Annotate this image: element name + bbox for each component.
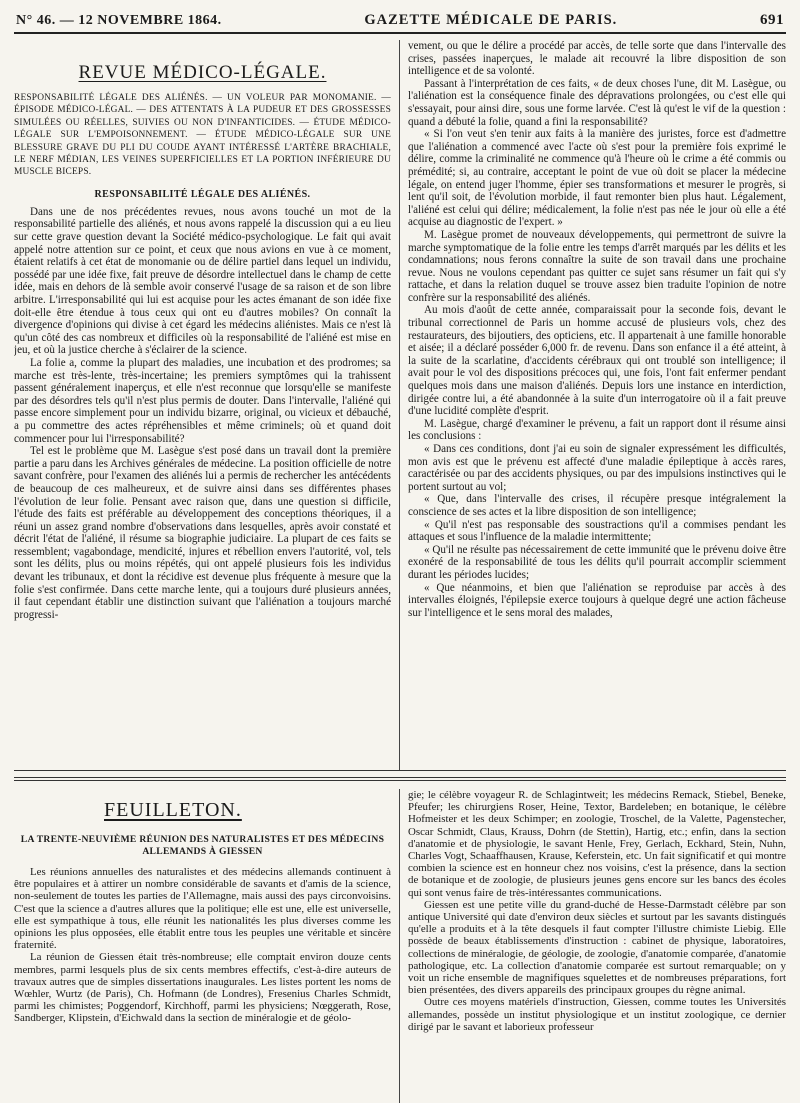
paragraph: M. Lasègue promet de nouveaux développements, qui permettront de suivre la marche symptomatique de la folie entre les temps d'arrêt marqués par les délits et les condamnations; nous ferons connaître la suite de son travail dans une prochaine revue. Nous ne voulons cependant pas quitter ce sujet sans résumer un fait qui s'y rattache, et dans la relation duquel se trouve assez bien traduite l'opinion de notre confrère sur la responsabilité des aliénés. — [408, 228, 786, 304]
paragraph: Dans une de nos précédentes revues, nous avons touché un mot de la responsabilité partielle des aliénés, et nous avons rappelé la discussion qui a eu lieu sur cette grave question devant la Société médico-psychologique. Le fait qui avait appelé notre attention sur ce point, et ceux que nous avions en vue à ce moment, étaient relatifs à cet état de monomanie ou de délire partiel dans lequel un individu, possédé par une idée fixe, fait preuve de désordre intellectuel dans le champ de cette idée, mais en dehors de là semble avoir conservé l'usage de sa raison et de son libre arbitre. L'irresponsabilité qui lui est acquise pour les actes émanant de son idée fixe doit-elle être étendue à tous ceux qui ont eu d'autres mobiles? On connaît la divergence d'opinions qui divise à cet égard les médecins aliénistes. Mais ce n'est là qu'un côté des cas nombreux et difficiles où la responsabilité de l'aliéné est mise en jeu, et où la justice cherche à s'éclairer de la science. — [14, 205, 391, 357]
journal-title: GAZETTE MÉDICALE DE PARIS. — [364, 12, 618, 28]
revue-title: REVUE MÉDICO-LÉGALE. — [78, 62, 327, 83]
paragraph: La réunion de Giessen était très-nombreuse; elle comptait environ douze cents membres, parmi lesquels plus de six cents membres effectifs, c'est-à-dire auteurs de travaux autres que de simples dissertations inaugurales. Les listes portent les noms de Wœhler, Wurtz (de Paris), Ch. Hofmann (de Londres), Fresenius Charles Schmidt, parmi les chimistes; Poggendorf, Kirchhoff, parmi les physiciens; Nœggerath, Rose, Sandberger, Klipstein, d'Eichwald dans la section de minéralogie et de géolo- — [14, 951, 391, 1025]
revue-right-text — [408, 40, 786, 619]
revue-summary: RESPONSABILITÉ LÉGALE DES ALIÉNÉS. — UN VOLEUR PAR MONOMANIE. — ÉPISODE MÉDICO-LÉGAL. — DES ATTENTATS À LA PUDEUR ET DES GROSSESSES SIMULÉES OU RÉELLES, SUIVIES OU NON D'INFANTICIDES. — ÉTUDE MÉDICO-LÉGALE SUR L'EMPOISONNEMENT. — ÉTUDE MÉDICO-LÉGALE SUR UNE BLESSURE GRAVE DU PLI DU COUDE AYANT INTÉRESSÉ L'ARTÈRE BRACHIALE, LE NERF MÉDIAN, LES VEINES SUPERFICIELLES ET LA PORTION INFÉRIEURE DU MUSCLE BICEPS. — [14, 93, 391, 178]
feuilleton-right-column — [400, 789, 786, 1103]
issue-date: N° 46. — 12 NOVEMBRE 1864. — [16, 13, 222, 28]
paragraph: Outre ces moyens matériels d'instruction, Giessen, comme toutes les Universités allemandes, possède un institut physiologique et un institut zoologique, ce dernier dirigé par le savant et laborieux professeur — [408, 996, 786, 1033]
paragraph: gie; le célèbre voyageur R. de Schlagintweit; les médecins Remack, Stiebel, Beneke, Pfeufer; les chirurgiens Roser, Heine, Textor, Bardeleben; en botanique, le célèbre Hofmeister et les deux Schimper; en zoologie, Troschel, de la Valette, Pagenstecher, Oscar Schmidt, Claus, Krauss, Dohrn (de Stettin), Hartig, etc.; enfin, dans la section d'anatomie et de physiologie, le savant Henle, Frey, Gerlach, Eckhard, Stein, Nuhn, Charles Vogt, Schaaffhausen, Krause, Keferstein, etc. Un fait significatif et qui montre combien la science est en honneur chez nos voisins, c'est la présence, dans la section de botanique et de zoologie, de plusieurs jeunes gens encore sur les bancs des écoles qui sont venus faire de très-intéressantes communications. — [408, 789, 786, 899]
paragraph: La folie a, comme la plupart des maladies, une incubation et des prodromes; sa marche est très-lente, très-incertaine; les premiers symptômes qui la trahissent passent généralement inaperçus, et elle n'est reconnue que lorsqu'elle se manifeste par des désordres tels qu'il n'est plus permis de douter. Dans l'intervalle, l'aliéné qui passe encore simplement pour un individu bizarre, original, ou vicieux et débauché, a pu commettre des actes répréhensibles et même criminels; où et quand doit commencer pour lui l'irresponsabilité? — [14, 356, 391, 445]
revue-section — [14, 40, 786, 771]
feuilleton-left-text — [14, 866, 391, 1025]
paragraph: Au mois d'août de cette année, comparaissait pour la seconde fois, devant le tribunal correctionnel de Paris un homme accusé de plusieurs vols, chez des restaurateurs, des bijoutiers, des opticiens, etc. Il appartenait à une famille honorable et aisée; il a déclaré posséder 6,000 fr. de revenu. Dans son enfance il a été atteint, à la suite de la scarlatine, d'accidents cérébraux qui ont troublé son intelligence; il avait pour le vol des dispositions précoces qui, une fois, l'ont fait enfermer pendant quelques mois dans une maison d'aliénés. Depuis lors une instance en interdiction, dirigée contre lui, a été abandonnée à la suite d'un interrogatoire où il a fait preuve d'une lucidité complète d'esprit. — [408, 304, 786, 418]
revue-left-text — [14, 206, 391, 622]
paragraph: vement, ou que le délire a procédé par accès, de telle sorte que dans l'intervalle des crises, passées inaperçues, le malade ait recouvré la libre disposition de son intelligence et de sa volonté. — [408, 40, 786, 78]
page-number: 691 — [760, 12, 784, 28]
paragraph: Giessen est une petite ville du grand-duché de Hesse-Darmstadt célèbre par son antique Université qui date d'environ deux siècles et surtout par les savants distingués qu'elle a produits et à la tête desquels il faut compter l'illustre chimiste Liebig. Elle possède de beaux établissements d'instruction : cabinet de physique, laboratoires, collections de minéralogie, de géologie, de zoologie, d'anatomie comparée, d'anatomie pathologique, etc. La collection d'anatomie comparée est surtout remarquable; on y voit un riche ensemble de magnifiques squelettes et de nombreuses préparations, fort bien présentées, des divers appareils des principaux groupes du règne animal. — [408, 898, 786, 997]
paragraph: Passant à l'interprétation de ces faits, « de deux choses l'une, dit M. Lasègue, ou l'aliénation est la conséquence finale des dépravations prolongées, ou c'est elle qui s'essayait, pour ainsi dire, sous une forme larvée. C'est là qu'est le vif de la question : quand a débuté la folie, quand a fini la responsabilité? — [408, 77, 786, 128]
revue-left-column — [14, 40, 400, 770]
masthead — [14, 10, 786, 34]
feuilleton-left-column — [14, 789, 400, 1103]
revue-subhead: RESPONSABILITÉ LÉGALE DES ALIÉNÉS. — [94, 188, 311, 200]
feuilleton-subhead: LA TRENTE-NEUVIÈME RÉUNION DES NATURALISTES ET DES MÉDECINS ALLEMANDS À GIESSEN — [20, 834, 385, 857]
paragraph: « Qu'il n'est pas responsable des soustractions qu'il a commises pendant les attaques et sous l'influence de la maladie intermittente; — [408, 518, 786, 544]
paragraph: « Qu'il ne résulte pas nécessairement de cette immunité que le prévenu doive être exonéré de la responsabilité de tous les délits qu'il pourrait accomplir sciemment durant les périodes lucides; — [408, 543, 786, 581]
feuilleton-section — [14, 789, 786, 1103]
paragraph: « Dans ces conditions, dont j'ai eu soin de signaler expressément les difficultés, mon avis est que le prévenu est affecté d'une maladie épileptique à accès rares, caractérisée ou par des accidents physiques, ou par des impulsions instinctives qui le portent surtout au vol; — [408, 443, 786, 493]
paragraph: Tel est le problème que M. Lasègue s'est posé dans un travail dont la première partie a paru dans les Archives générales de médecine. La position officielle de notre savant confrère, pour l'examen des aliénés lui a permis de rechercher les antécédents de beaucoup de ces malheureux, et de suivre ainsi dans ses différentes phases l'évolution de leur folie. Pensant avec raison que, dans une question si difficile, l'étude des faits est préférable au développement des conceptions théoriques, il a réuni un assez grand nombre d'observations dans lesquelles, après avoir constaté et décrit l'état de l'aliéné, il résume sa biographie judiciaire. La plupart de ces faits se ressemblent; vagabondage, mendicité, injures et rébellion envers l'autorité, vol, tels sont les délits, plus ou moins répétés, qui ont appelé plusieurs fois les individus devant les tribunaux, et dont la récidive est devenue plus fréquente à mesure que la folie s'est confirmée. Dans cette marche lente, qui a toujours duré plusieurs années, il faut cependant établir une distinction suivant que l'aliénation a toujours marché progressi- — [14, 445, 391, 621]
paragraph: « Que, dans l'intervalle des crises, il récupère presque intégralement la conscience de ses actes et la libre disposition de son intelligence; — [408, 493, 786, 518]
paragraph: M. Lasègue, chargé d'examiner le prévenu, a fait un rapport dont il résume ainsi les conclusions : — [408, 417, 786, 443]
paragraph: Les réunions annuelles des naturalistes et des médecins allemands continuent à être populaires et à attirer un nombre considérable de savants et d'amis de la science, non-seulement de toutes les parties de l'Allemagne, mais aussi des pays circonvoisins. C'est que la science a d'autres allures que la politique; elle est une, elle est universelle, elle est sympathique à tous, elle réunit les nationalités les plus diverses comme les opinions les plus opposées, elle établit entre tous les peuples une véritable et sincère fraternité. — [14, 866, 391, 952]
paragraph: « Si l'on veut s'en tenir aux faits à la manière des juristes, force est d'admettre que l'aliénation a commencé avec l'acte où s'est pour la première fois exprimé le délire, comme la criminalité ne commence qu'à l'heure où le crime a été commis ou prémédité; si, au contraire, acceptant le point de vue où doit se placer la médecine légale, on entend juger l'homme, épier ses transformations et mesurer le progrès, si lent qu'il soit, de l'évolution morbide, il faut remonter bien plus haut. Légalement, l'aliéné est celui qui délire; médicalement, la folie n'est pas née le jour où elle a été acquise au diagnostic de l'expert. » — [408, 128, 786, 229]
paragraph: « Que néanmoins, et bien que l'aliénation se reproduise par accès à des intervalles éloignés, l'épilepsie exerce toujours à quelque degré une action fâcheuse sur l'intelligence et le sens moral des malades, — [408, 581, 786, 619]
feuilleton-title: FEUILLETON. — [104, 799, 242, 821]
feuilleton-right-text — [408, 789, 786, 1033]
revue-right-column — [400, 40, 786, 770]
section-divider — [14, 777, 786, 781]
